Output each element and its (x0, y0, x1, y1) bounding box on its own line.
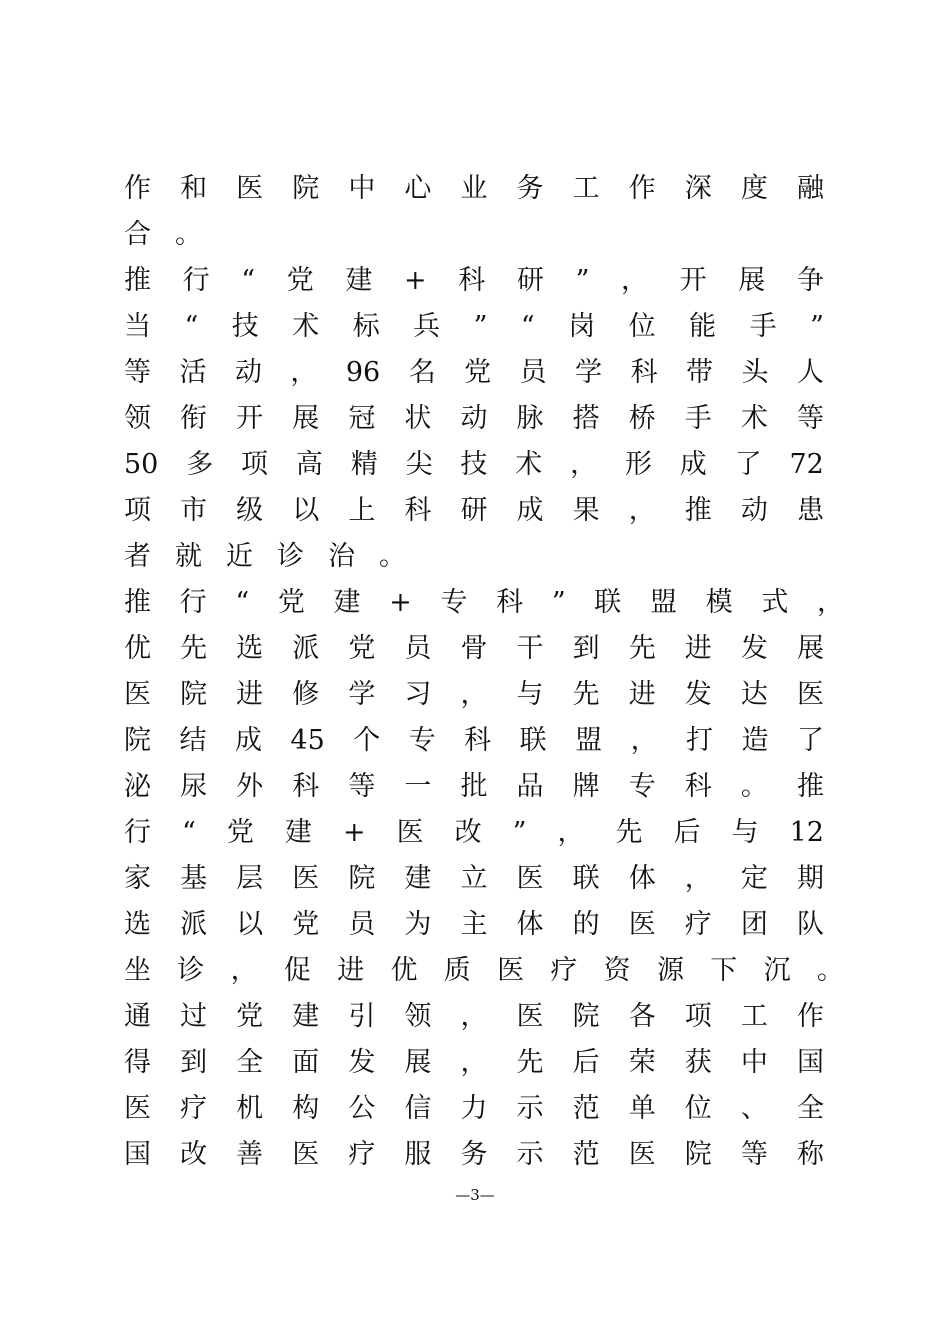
text-line: 医 院 进 修 学 习 ， 与 先 进 发 达 医 (124, 679, 824, 710)
text-line: 国 改 善 医 疗 服 务 示 范 医 院 等 称 (124, 1139, 824, 1170)
text-line: 坐 诊 ， 促 进 优 质 医 疗 资 源 下 沉 。 (124, 955, 844, 986)
text-line: 领 衔 开 展 冠 状 动 脉 搭 桥 手 术 等 (124, 403, 824, 434)
text-line: 者 就 近 诊 治 。 (124, 541, 406, 572)
text-line: 50 多 项 高 精 尖 技 术 ， 形 成 了 72 (124, 449, 824, 480)
text-line: 优 先 选 派 党 员 骨 干 到 先 进 发 展 (124, 633, 824, 664)
text-line: 选 派 以 党 员 为 主 体 的 医 疗 团 队 (124, 909, 824, 940)
page-number: —3— (455, 1186, 495, 1204)
text-line: 项 市 级 以 上 科 研 成 果 ， 推 动 患 (124, 495, 824, 526)
text-line: 合 。 (124, 219, 202, 250)
text-line: 推 行 “ 党 建 + 专 科 ” 联 盟 模 式 ， (124, 587, 844, 618)
text-line: 行 “ 党 建 + 医 改 ” ， 先 后 与 12 (124, 817, 824, 848)
text-line: 医 疗 机 构 公 信 力 示 范 单 位 、 全 (124, 1093, 824, 1124)
text-line: 等 活 动 ， 96 名 党 员 学 科 带 头 人 (124, 357, 824, 388)
text-line: 当 “ 技 术 标 兵 ” “ 岗 位 能 手 ” (124, 311, 824, 342)
text-line: 推 行 “ 党 建 + 科 研 ” ， 开 展 争 (124, 265, 824, 296)
text-line: 作 和 医 院 中 心 业 务 工 作 深 度 融 (124, 173, 824, 204)
text-line: 家 基 层 医 院 建 立 医 联 体 ， 定 期 (124, 863, 824, 894)
text-line: 得 到 全 面 发 展 ， 先 后 荣 获 中 国 (124, 1047, 824, 1078)
text-line: 院 结 成 45 个 专 科 联 盟 ， 打 造 了 (124, 725, 824, 756)
text-line: 通 过 党 建 引 领 ， 医 院 各 项 工 作 (124, 1001, 824, 1032)
text-line: 泌 尿 外 科 等 一 批 品 牌 专 科 。 推 (124, 771, 824, 802)
body-text (124, 166, 844, 1178)
